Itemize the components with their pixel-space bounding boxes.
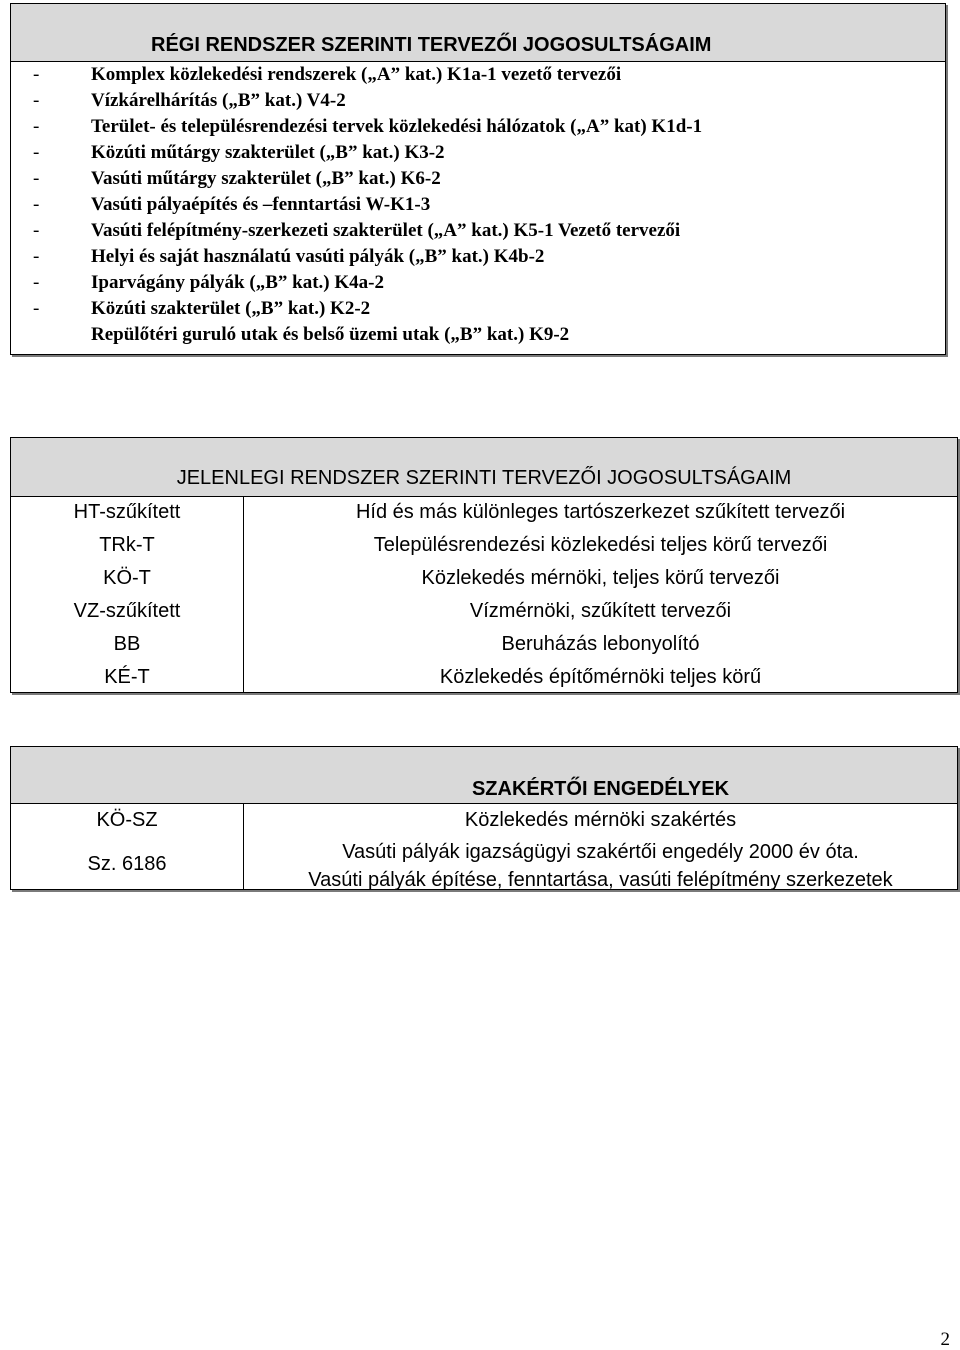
list-bullet: -: [33, 272, 40, 293]
qualification-code: VZ-szűkített: [73, 600, 181, 622]
licence-description: Közlekedés mérnöki szakértés: [464, 809, 737, 831]
list-item-text: Közúti műtárgy szakterület („B” kat.) K3-2: [91, 142, 445, 163]
licence-description: Vasúti pályák építése, fenntartása, vasúti felépítmény szerkezetek: [308, 869, 893, 891]
old-system-title: RÉGI RENDSZER SZERINTI TERVEZŐI JOGOSULTSÁGAIM: [151, 34, 712, 56]
list-item-text: Terület- és településrendezési tervek közlekedési hálózatok („A” kat) K1d-1: [91, 116, 703, 137]
list-bullet: -: [33, 64, 40, 85]
list-item-text: Vasúti felépítmény-szerkezeti szakterület („A” kat.) K5-1 Vezető tervezői: [91, 220, 681, 241]
qualification-code: BB: [113, 633, 141, 655]
old-system-header: [11, 4, 945, 62]
list-item-text: Iparvágány pályák („B” kat.) K4a-2: [91, 272, 384, 293]
list-bullet: -: [33, 220, 40, 241]
current-system-title: JELENLEGI RENDSZER SZERINTI TERVEZŐI JOGOSULTSÁGAIM: [176, 467, 792, 489]
list-item-text: Komplex közlekedési rendszerek („A” kat.) K1a-1 vezető tervezői: [91, 64, 622, 85]
qualification-description: Beruházás lebonyolító: [501, 633, 700, 655]
list-bullet: -: [33, 298, 40, 319]
list-item-text: Helyi és saját használatú vasúti pályák („B” kat.) K4b-2: [91, 246, 545, 267]
list-item-text: Vasúti pályaépítés és –fenntartási W-K1-3: [91, 194, 431, 215]
qualification-description: Közlekedés mérnöki, teljes körű tervezői: [421, 567, 780, 589]
expert-licences-header: [11, 747, 957, 803]
current-system-section: [10, 437, 958, 693]
list-bullet: -: [33, 194, 40, 215]
qualification-code: KÖ-T: [103, 567, 151, 589]
licence-description: Vasúti pályák igazságügyi szakértői engedély 2000 év óta.: [342, 841, 859, 863]
current-system-header: [11, 438, 957, 496]
list-item-text: Közúti szakterület („B” kat.) K2-2: [91, 298, 371, 319]
qualification-description: Településrendezési közlekedési teljes körű tervezői: [373, 534, 828, 556]
list-item-text: Vasúti műtárgy szakterület („B” kat.) K6-2: [91, 168, 441, 189]
qualification-code: TRk-T: [99, 534, 155, 556]
list-bullet: -: [33, 90, 40, 111]
expert-licences-section: [10, 746, 958, 890]
old-system-section: [10, 3, 946, 355]
qualification-description: Közlekedés építőmérnöki teljes körű: [439, 666, 762, 688]
list-item-text: Repülőtéri guruló utak és belső üzemi utak („B” kat.) K9-2: [91, 324, 570, 345]
list-bullet: -: [33, 116, 40, 137]
expert-licences-title: SZAKÉRTŐI ENGEDÉLYEK: [471, 778, 730, 800]
page-number: 2: [940, 1329, 950, 1350]
licence-code: KÖ-SZ: [96, 809, 158, 831]
list-bullet: -: [33, 142, 40, 163]
list-bullet: -: [33, 246, 40, 267]
qualification-code: HT-szűkített: [73, 501, 181, 523]
qualification-description: Híd és más különleges tartószerkezet szűkített tervezői: [355, 501, 846, 523]
list-item-text: Vízkárelhárítás („B” kat.) V4-2: [91, 90, 346, 111]
qualification-code: KÉ-T: [104, 666, 150, 688]
licence-code: Sz. 6186: [87, 853, 167, 875]
qualification-description: Vízmérnöki, szűkített tervezői: [469, 600, 732, 622]
list-bullet: -: [33, 168, 40, 189]
